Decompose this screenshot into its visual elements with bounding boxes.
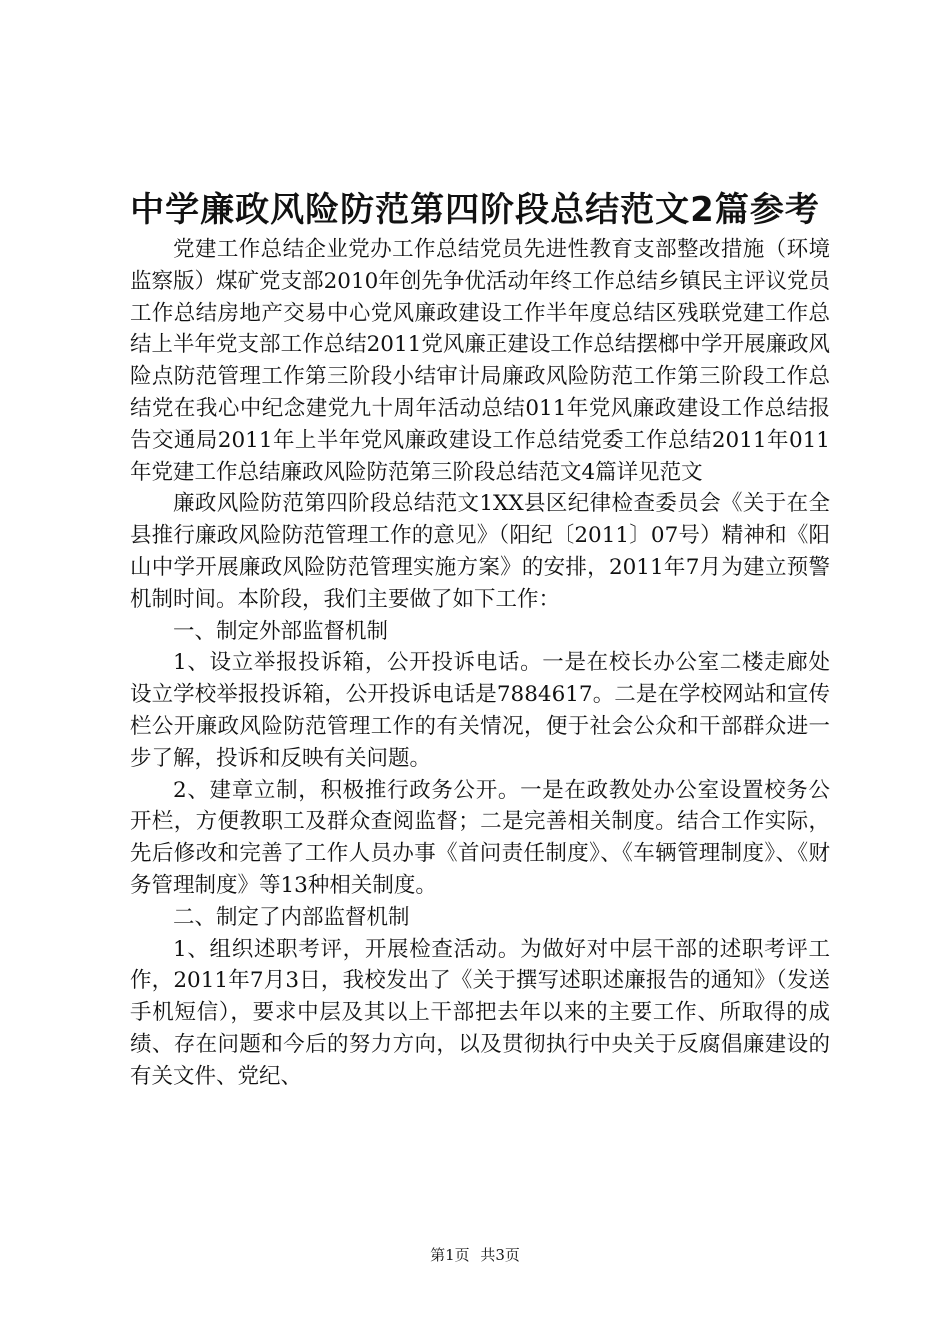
section-heading-external: 一、制定外部监督机制 bbox=[173, 618, 389, 644]
paragraph-intro: 廉政风险防范第四阶段总结范文1XX县区纪律检查委员会《关于在全县推行廉政风险防范管理工作的意见》（阳纪〔2011〕07号）精神和《阳山中学开展廉政风险防范管理实施方案》的安排，2011年7月为建立预警机制时间。本阶段，我们主要做了如下工作： bbox=[130, 491, 830, 612]
page-number: 第1页 bbox=[430, 1246, 470, 1264]
paragraph-related-links: 党建工作总结企业党办工作总结党员先进性教育支部整改措施（环境监察版）煤矿党支部2010年创先争优活动年终工作总结乡镇民主评议党员工作总结房地产交易中心党风廉政建设工作半年度总结区残联党建工作总结上半年党支部工作总结2011党风廉正建设工作总结摆榔中学开展廉政风险点防范管理工作第三阶段小结审计局廉政风险防范工作第三阶段工作总结党在我心中纪念建党九十周年活动总结011年党风廉政建设工作总结报告交通局2011年上半年党风廉政建设工作总结党委工作总结2011年011年党建工作总结廉政风险防范第三阶段总结范文4篇详见范文 bbox=[130, 237, 830, 485]
paragraph-complaint-box: 1、设立举报投诉箱，公开投诉电话。一是在校长办公室二楼走廊处设立学校举报投诉箱，公开投诉电话是7884617。二是在学校网站和宣传栏公开廉政风险防范管理工作的有关情况，便于社会公众和干部群众进一步了解，投诉和反映有关问题。 bbox=[130, 650, 830, 771]
document-body bbox=[130, 234, 830, 1093]
paragraph-rules: 2、建章立制，积极推行政务公开。一是在政教处办公室设置校务公开栏，方便教职工及群众查阅监督；二是完善相关制度。结合工作实际，先后修改和完善了工作人员办事《首问责任制度》、《车辆管理制度》、《财务管理制度》等13种相关制度。 bbox=[130, 777, 830, 898]
section-heading-internal: 二、制定了内部监督机制 bbox=[173, 904, 410, 930]
page-total: 共3页 bbox=[480, 1246, 520, 1264]
document-title: 中学廉政风险防范第四阶段总结范文2篇参考 bbox=[130, 190, 820, 230]
page-footer bbox=[0, 1245, 950, 1265]
paragraph-review: 1、组织述职考评，开展检查活动。为做好对中层干部的述职考评工作，2011年7月3日，我校发出了《关于撰写述职述廉报告的通知》（发送手机短信），要求中层及其以上干部把去年以来的主要工作、所取得的成绩、存在问题和今后的努力方向，以及贯彻执行中央关于反腐倡廉建设的有关文件、党纪、 bbox=[130, 936, 830, 1089]
